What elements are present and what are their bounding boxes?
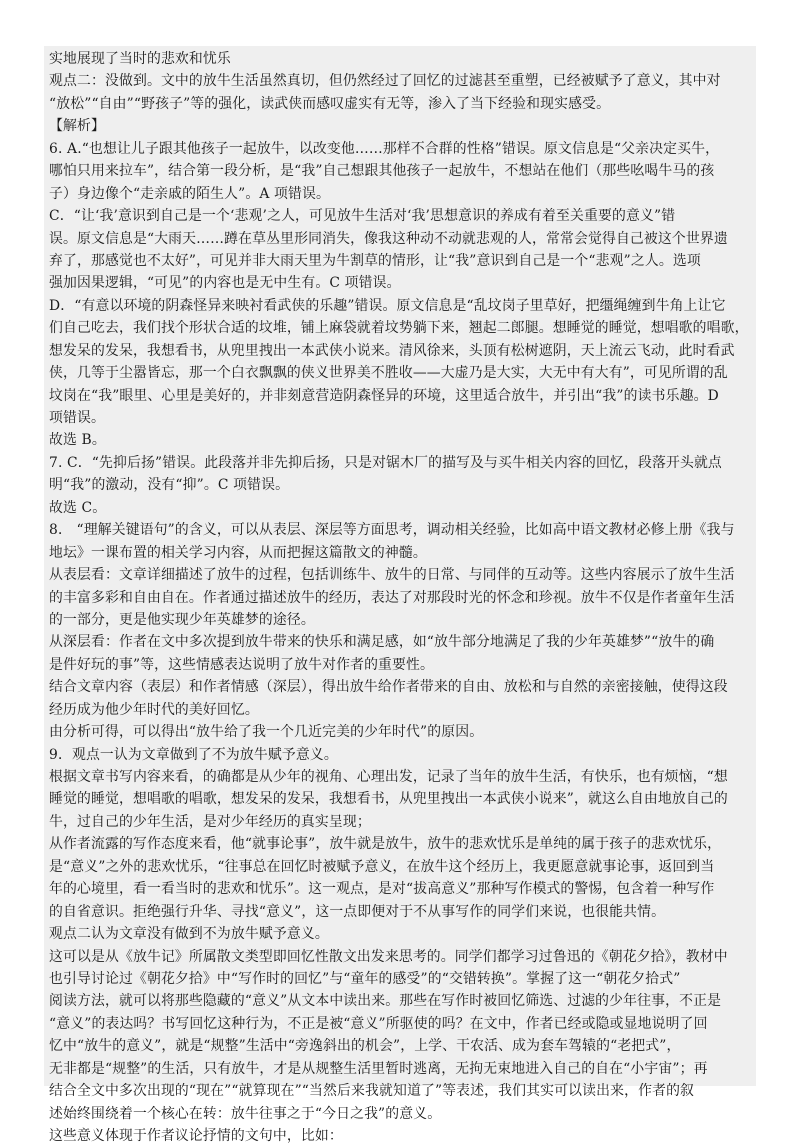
text-line: 们自己吃去，我们找个形状合适的坟堆，铺上麻袋就着坟势躺下来，翘起二郎腿。想睡觉的睡觉，想唱歌的唱歌， [49,320,749,337]
text-line: 子）身边像个“走亲戚的陌生人”。A 项错误。 [49,185,331,202]
text-line: “放松”“自由”“野孩子”等的强化，读武侠而感叹虚实有无等，渗入了当下经验和现实感受。 [49,95,611,112]
text-line: 根据文章书写内容来看，的确都是从少年的视角、心理出发，记录了当年的放牛生活，有快乐，也有烦恼，“想 [49,769,728,785]
text-line: 6. A.“也想让儿子跟其他孩子一起放牛，以改变他……那样不合群的性格”错误。原文信息是“父亲决定买牛， [49,140,720,157]
text-line: 坟岗在“我”眼里、心里是美好的，并非刻意营造阴森怪异的环境，这里适合放牛，并引出“我”的读书乐趣。D [49,387,719,404]
text-line: 侠，几等于尘嚣皆忘，那一个白衣飘飘的侠义世界美不胜收——大虚乃是大实，大无中有大有”，可见所谓的乱 [49,365,728,382]
text-line: 8． “理解关键语句”的含义，可以从表层、深层等方面思考，调动相关经验，比如高中语文教材必修上册《我与 [49,522,735,539]
text-line: 项错误。 [49,410,105,426]
text-line: 弃了，那感觉也不太好”，可见并非大雨天里为牛割草的情形，让“我”意识到自己是一个“悲观”之人。选项 [49,252,701,269]
text-line: 睡觉的睡觉，想唱歌的唱歌，想发呆的发呆，我想看书，从兜里拽出一本武侠小说来”，就这么自由地放自己的 [49,791,728,808]
text-line: 观点二：没做到。文中的放牛生活虽然真切，但仍然经过了回忆的过滤甚至重塑，已经被赋予了意义，其中对 [49,73,721,90]
text-line: C．“让‘我’意识到自己是一个‘悲观’之人，可见放牛生活对‘我’思想意识的养成有着至关重要的意义”错 [49,208,676,225]
section-heading: 【解析】 [49,118,105,135]
text-line: 观点二认为文章没有做到不为放牛赋予意义。 [49,926,329,943]
text-line: 年的心境里，看一看当时的悲欢和忧乐”。这一观点，是对“拔高意义”那种写作模式的警惕，包含着一种写作 [49,881,715,898]
text-line: 的自省意识。拒绝强行升华、寻找“意义”，这一点即便对于不从事写作的同学们来说，也很能共情。 [49,903,666,920]
text-line: 是件好玩的事”等，这些情感表达说明了放牛对作者的重要性。 [49,656,435,673]
text-line: 从深层看：作者在文中多次提到放牛带来的快乐和满足感，如“放牛部分地满足了我的少年英雄梦”“放牛的确 [49,634,715,651]
text-line: 忆中“放牛的意义”，就是“规整”生活中“旁逸斜出的机会”，上学、干农活、成为套车驾辕的“老把式”， [49,1038,681,1055]
text-line: 从表层看：文章详细描述了放牛的过程，包括训练牛、放牛的日常、与同伴的互动等。这些内容展示了放牛生活 [49,567,735,584]
text-line: 是“意义”之外的悲欢忧乐，“往事总在回忆时被赋予意义，在放牛这个经历上，我更愿意就事论事，返回到当 [49,858,715,875]
text-line: 经历成为他少年时代的美好回忆。 [49,701,259,718]
text-line: D．“有意以环境的阴森怪异来映衬看武侠的乐趣”错误。原文信息是“乱坟岗子里草好，把缰绳缠到牛角上让它 [49,297,726,314]
text-line: 也引导讨论过《朝花夕拾》中“写作时的回忆”与“童年的感受”的“交错转换”。掌握了这一“朝花夕拾式” [49,970,681,987]
text-line: 从作者流露的写作态度来看，他“就事论事”，放牛就是放牛，放牛的悲欢忧乐是单纯的属于孩子的悲欢忧乐， [49,836,722,853]
text-line: 阅读方法，就可以将那些隐藏的“意义”从文本中读出来。那些在写作时被回忆筛选、过滤的少年往事，不正是 [49,993,722,1010]
text-line: 误。原文信息是“大雨天……蹲在草丛里形同消失，像我这种动不动就悲观的人，常常会觉得自己被这个世界遗 [49,230,728,247]
text-line: 述始终围绕着一个核心在转：放牛往事之于“今日之我”的意义。 [49,1105,442,1122]
text-line: 强加因果逻辑，“可见”的内容也是无中生有。C 项错误。 [49,275,401,292]
text-line: 这些意义体现于作者议论抒情的文句中，比如： [49,1128,343,1144]
text-line: “意义”的表达吗？书写回忆这种行为，不正是被“意义”所驱使的吗？在文中，作者已经或隐或显地说明了回 [49,1015,708,1032]
document-text [49,48,769,1147]
text-line: 的一部分，更是他实现少年英雄梦的途径。 [49,611,315,628]
text-line: 无非都是“规整”的生活，只有放牛，才是从规整生活里暂时逃离，无拘无束地进入自己的自在“小宇宙”；再 [49,1060,708,1077]
text-line: 故选 C。 [49,499,107,516]
text-line: 故选 B。 [49,432,106,449]
text-line: 的丰富多彩和自由自在。作者通过描述放牛的经历，表达了对那段时光的怀念和珍视。放牛不仅是作者童年生活 [49,589,735,606]
text-line: 牛，过自己的少年生活，是对少年经历的真实呈现； [49,813,371,830]
text-line: 由分析可得，可以得出“放牛给了我一个几近完美的少年时代”的原因。 [49,724,484,741]
text-line: 结合全文中多次出现的“现在”“就算现在”“当然后来我就知道了”等表述，我们其实可以读出来，作者的叙 [49,1083,695,1100]
text-line: 结合文章内容（表层）和作者情感（深层），得出放牛给作者带来的自由、放松和与自然的亲密接触，使得这段 [49,679,728,696]
text-line: 9．观点一认为文章做到了不为放牛赋予意义。 [49,746,338,763]
text-line: 地坛》一课布置的相关学习内容，从而把握这篇散文的神髓。 [49,544,427,561]
text-line: 7. C．“先抑后扬”错误。此段落并非先抑后扬，只是对锯木厂的描写及与买牛相关内容的回忆，段落开头就点 [49,454,722,471]
text-line: 明“我”的激动，没有“抑”。C 项错误。 [49,477,290,494]
text-line: 这可以是从《放牛记》所属散文类型即回忆性散文出发来思考的。同学们都学习过鲁迅的《朝花夕拾》，教材中 [49,948,728,965]
text-line: 实地展现了当时的悲欢和忧乐 [49,51,231,67]
text-line: 想发呆的发呆，我想看书，从兜里拽出一本武侠小说来。清风徐来，头顶有松树遮阴，天上流云飞动，此时看武 [49,342,735,359]
text-line: 哪怕只用来拉车”，结合第一段分析，是“我”自己想跟其他孩子一起放牛，不想站在他们（那些吆喝牛马的孩 [49,163,715,180]
